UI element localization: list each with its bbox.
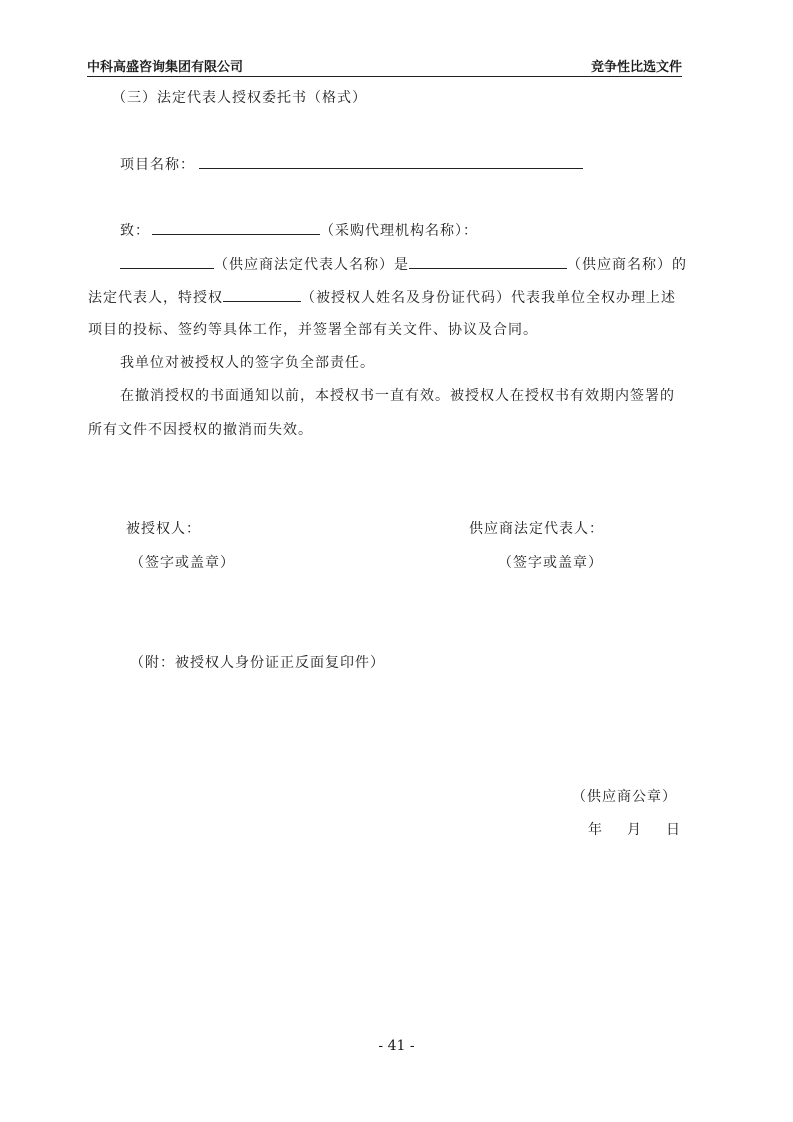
document-type: 竞争性比选文件 <box>590 60 682 75</box>
authorization-prefix: 法定代表人，特授权 <box>88 290 223 306</box>
project-name-row <box>120 154 583 175</box>
legal-rep-name-field[interactable] <box>120 254 214 269</box>
to-label: 致： <box>120 223 150 239</box>
supplier-seal-label: （供应商公章） <box>572 789 677 805</box>
agency-name-note: （采购代理机构名称）： <box>320 223 478 239</box>
agency-name-field[interactable] <box>152 220 320 235</box>
page-header <box>87 56 682 77</box>
body-line-3: 项目的投标、签约等具体工作，并签署全部有关文件、协议及合同。 <box>88 322 538 338</box>
authorized-person-field[interactable] <box>223 287 301 302</box>
legal-rep-signature[interactable]: （签字或盖章） <box>498 555 603 571</box>
validity-paragraph-line-2: 所有文件不因授权的撤消而失效。 <box>88 422 313 438</box>
project-name-field[interactable] <box>199 154 583 169</box>
attachment-note: （附：被授权人身份证正反面复印件） <box>130 655 385 671</box>
project-name-label: 项目名称： <box>120 157 195 173</box>
legal-rep-label: 供应商法定代表人： <box>469 521 604 537</box>
authorized-person-signature[interactable]: （签字或盖章） <box>130 555 235 571</box>
supplier-name-note: （供应商名称）的 <box>567 257 687 273</box>
section-title: （三）法定代表人授权委托书（格式） <box>112 90 367 106</box>
to-row <box>120 220 478 241</box>
date-year: 年 <box>588 822 603 838</box>
date-day: 日 <box>666 822 681 838</box>
authorized-person-label: 被授权人： <box>126 521 201 537</box>
legal-rep-name-note: （供应商法定代表人名称）是 <box>214 257 409 273</box>
page-number: - 41 - <box>378 1038 415 1054</box>
company-name: 中科高盛咨询集团有限公司 <box>87 60 244 75</box>
body-line-2 <box>88 287 676 308</box>
responsibility-paragraph: 我单位对被授权人的签字负全部责任。 <box>120 355 375 371</box>
body-line-1 <box>120 254 687 275</box>
date-month: 月 <box>627 822 642 838</box>
supplier-name-field[interactable] <box>409 254 567 269</box>
authorization-suffix: （被授权人姓名及身份证代码）代表我单位全权办理上述 <box>301 290 676 306</box>
validity-paragraph-line-1: 在撤消授权的书面通知以前，本授权书一直有效。被授权人在授权书有效期内签署的 <box>120 388 675 404</box>
